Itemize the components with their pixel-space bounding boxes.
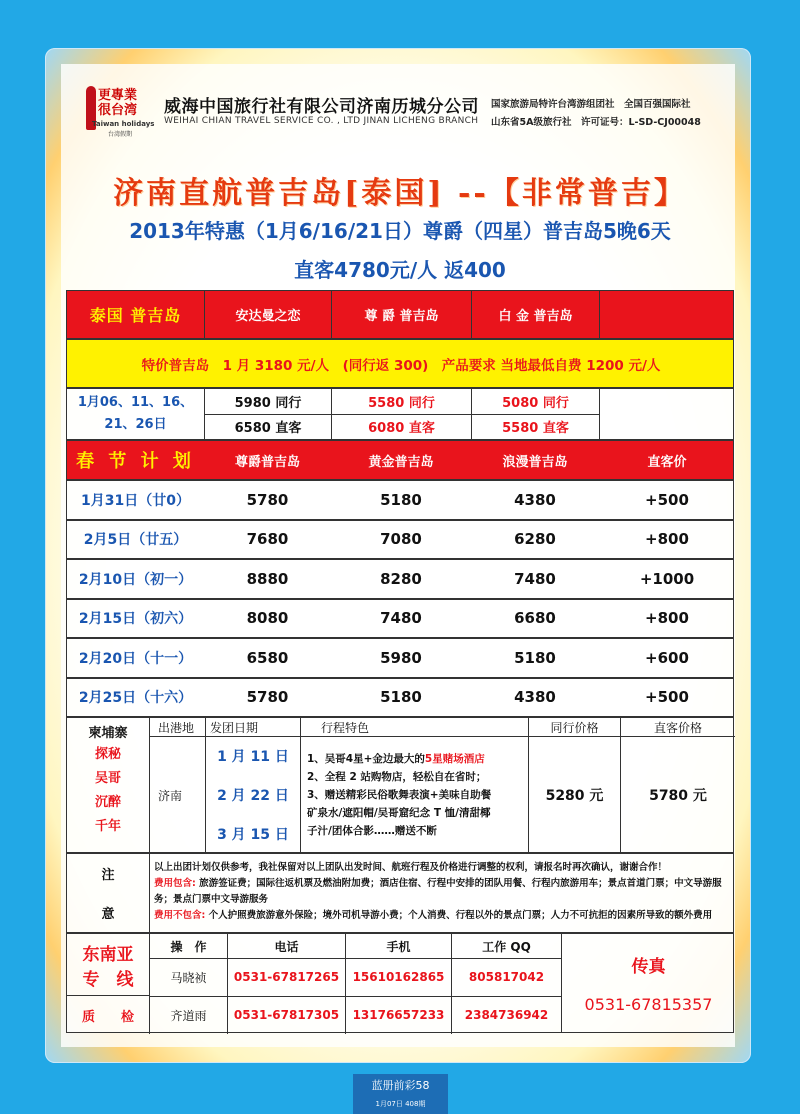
casino-hotel-highlight: 5星赌场酒店 [424, 753, 485, 765]
spring-row-price-1: 5780 [246, 688, 289, 707]
jan-dates-label [67, 389, 204, 439]
spring-row-price-1: 5780 [246, 490, 289, 509]
cambodia-title: 柬埔寨 [88, 726, 128, 741]
company-name-cn: 威海中国旅行社有限公司济南历城分公司 [164, 97, 479, 117]
spring-row-date: 2月15日（初六） [78, 611, 193, 628]
logo-text-4: 台湾假期 [108, 131, 133, 138]
spring-row-price-4: +800 [645, 609, 689, 628]
spring-row-price-3: 7480 [514, 569, 556, 588]
spring-row-price-2: 8280 [380, 569, 422, 588]
notice-excl-text: 个人护照费旅游意外保险；境外司机导游小费；个人消费、行程以外的景点门票；人力不可抗拒的因素所导致的额外费用 [205, 910, 713, 921]
spring-row [66, 480, 734, 520]
spring-row-price-3: 6680 [514, 609, 556, 628]
contact-name-1: 马晓祯 [149, 958, 227, 996]
notice-block [66, 853, 734, 933]
spring-row-price-3: 4380 [514, 490, 556, 509]
cambodia-direct-price: 5780 元 [620, 736, 735, 854]
spring-row-price-2: 7080 [380, 530, 422, 549]
qc-label: 质 检 [81, 1009, 134, 1025]
special-offer-text: 特价普吉岛 1 月 3180 元/人 (同行返 300) 产品要求 当地最低自费 1200 元/人 [141, 357, 661, 374]
spring-row-price-1: 8080 [246, 609, 289, 628]
spring-label: 春 节 计 划 [76, 451, 195, 472]
spring-row-price-4: +1000 [639, 569, 695, 588]
jan-peer-1: 5980 同行 [234, 396, 302, 411]
dept-line-2: 专 线 [82, 969, 134, 990]
company-certifications [491, 96, 701, 132]
feature-line-3: 3、赠送精彩民俗歌舞表演+美味自助餐 [307, 789, 492, 801]
notice-line-1: 以上出团计划仅供参考，我社保留对以上团队出发时间、航班行程及价格进行调整的权利，请报名时再次确认，谢谢合作！ [154, 862, 668, 873]
cambodia-peer-price: 5280 元 [528, 736, 620, 854]
spring-row-price-4: +600 [645, 648, 689, 667]
jan-peer-3: 5080 同行 [502, 396, 569, 411]
notice-label [67, 854, 149, 932]
spring-header-row [66, 440, 734, 480]
fax-number: 0531-67815357 [584, 995, 713, 1014]
spring-row-price-4: +500 [645, 490, 689, 509]
company-header [66, 82, 736, 152]
product-andaman: 安达曼之恋 [204, 291, 331, 338]
feature-line-5: 子汁/团体合影……赠送不断 [307, 825, 437, 837]
dept-line-1: 东南亚 [82, 944, 134, 965]
spring-row [66, 520, 734, 560]
feature-line-2: 2、全程 2 站购物店，轻松自在省时； [307, 771, 487, 783]
page-footer [353, 1074, 448, 1114]
notice-label-top: 注 [101, 868, 115, 883]
dept-label [67, 934, 149, 996]
spring-row-date: 2月10日（初一） [78, 571, 193, 588]
jan-dates-line2: 21、26日 [104, 417, 167, 432]
spring-col-1: 尊爵普吉岛 [234, 454, 300, 470]
company-name-en: WEIHAI CHIAN TRAVEL SERVICE CO. , LTD JINAN LICHENG BRANCH [164, 116, 479, 126]
contact-h-op: 操 作 [149, 934, 227, 958]
notice-incl-label: 费用包含: [154, 878, 196, 889]
spring-row-price-2: 7480 [380, 609, 422, 628]
fax-label: 传真 [631, 957, 666, 977]
notice-text [149, 854, 735, 932]
product-zunjue: 尊 爵 普吉岛 [331, 291, 471, 338]
footer-line-2: 1月07日 408期 [375, 1100, 426, 1108]
spring-row [66, 678, 734, 718]
cambodia-date-1: 1 月 11 日 [217, 748, 289, 765]
cambodia-date-2: 2 月 22 日 [217, 787, 289, 804]
jan-divider [204, 414, 599, 415]
cert-line-2: 山东省5A级旅行社 许可证号：L-SD-CJ00048 [491, 117, 701, 128]
feature-line-1: 1、吴哥4星+金边最大的5星赌场酒店 [307, 753, 485, 765]
spring-row-price-2: 5980 [380, 648, 422, 667]
spring-row-price-2: 5180 [380, 688, 422, 707]
contact-qq-1: 805817042 [451, 958, 561, 996]
cambodia-sub-1: 探秘 [94, 747, 121, 762]
cambodia-h-feature: 行程特色 [300, 718, 528, 736]
spring-row-date: 1月31日（廿0） [81, 492, 190, 509]
spring-row-price-3: 5180 [514, 648, 556, 667]
logo-text-3: Taiwan holidays [92, 120, 155, 128]
product-baijin: 白 金 普吉岛 [471, 291, 599, 338]
cambodia-header-row [149, 718, 735, 737]
cambodia-features [300, 736, 528, 854]
contact-phone-1: 0531-67817265 [227, 958, 345, 996]
contact-h-mobile: 手机 [345, 934, 451, 958]
spring-row-price-3: 4380 [514, 688, 556, 707]
jan-col-4 [599, 389, 735, 439]
contacts-block [66, 933, 734, 1033]
notice-label-bottom: 意 [101, 907, 115, 922]
contact-mobile-2: 13176657233 [345, 996, 451, 1034]
price-title: 直客4780元/人 返400 [294, 258, 506, 282]
spring-col-4: 直客价 [647, 454, 687, 470]
spring-row-price-4: +500 [645, 688, 689, 707]
cambodia-dates [205, 736, 300, 854]
cambodia-label [67, 718, 149, 852]
contact-row-2 [149, 996, 561, 1034]
contacts-table [149, 934, 561, 1034]
spring-row-date: 2月5日（廿五） [83, 532, 188, 549]
spring-row-price-3: 6280 [514, 530, 556, 549]
jan-dates-line1: 1月06、11、16、 [77, 395, 194, 410]
cambodia-h-direct: 直客价格 [620, 718, 735, 736]
jan-direct-1: 6580 直客 [234, 421, 302, 436]
footer-line-1: 蓝册前彩58 [371, 1079, 430, 1092]
spring-col-3: 浪漫普吉岛 [502, 454, 568, 470]
spring-row-price-1: 8880 [246, 569, 289, 588]
spring-col-2: 黄金普吉岛 [368, 454, 434, 470]
fax-block [561, 934, 735, 1032]
contact-row-1 [149, 958, 561, 997]
sub-title: 2013年特惠（1月6/16/21日）尊爵（四星）普吉岛5晚6天 [129, 219, 671, 243]
contact-qq-2: 2384736942 [451, 996, 561, 1034]
contact-h-qq: 工作 QQ [451, 934, 561, 958]
thailand-label: 泰国 普吉岛 [89, 306, 182, 325]
thailand-header-row [66, 290, 734, 339]
cambodia-h-date: 发团日期 [205, 718, 300, 736]
spring-row-price-1: 7680 [246, 530, 289, 549]
notice-excl-label: 费用不包含: [154, 910, 206, 921]
contacts-header-row [149, 934, 561, 959]
cambodia-block [66, 717, 734, 853]
jan-direct-2: 6080 直客 [368, 421, 435, 436]
spring-row [66, 559, 734, 599]
spring-row-price-2: 5180 [380, 490, 422, 509]
spring-row [66, 638, 734, 678]
contact-mobile-1: 15610162865 [345, 958, 451, 996]
jan-peer-2: 5580 同行 [368, 396, 435, 411]
cambodia-sub-2: 吴哥 [94, 771, 121, 786]
spring-row [66, 599, 734, 639]
jan-direct-3: 5580 直客 [502, 421, 569, 436]
spring-row-date: 2月25日（十六） [78, 690, 193, 707]
company-logo [78, 82, 168, 150]
spring-row-price-4: +800 [645, 530, 689, 549]
cambodia-sub-4: 千年 [94, 819, 121, 834]
spring-row-date: 2月20日（十一） [78, 650, 193, 667]
cambodia-h-origin: 出港地 [149, 718, 205, 736]
notice-incl-text: 旅游签证费；国际往返机票及燃油附加费；酒店住宿、行程中安排的团队用餐、行程内旅游用车；景点首道门票；中文导游服务；景点门票中文导游服务 [154, 878, 722, 905]
cambodia-h-peer: 同行价格 [528, 718, 620, 736]
feature-line-4: 矿泉水/遮阳帽/吴哥窟纪念 T 恤/清甜椰 [307, 807, 491, 819]
main-title: 济南直航普吉岛[泰国] --【非常普吉】 [113, 176, 687, 211]
contact-h-phone: 电话 [227, 934, 345, 958]
cambodia-date-3: 3 月 15 日 [217, 827, 289, 844]
logo-text-1: 更專業 [98, 88, 138, 103]
cert-line-1: 国家旅游局特许台湾游组团社 全国百强国际社 [491, 99, 691, 110]
special-offer-row [66, 339, 734, 388]
spring-row-price-1: 6580 [246, 648, 289, 667]
product-empty [599, 291, 735, 338]
cambodia-origin: 济南 [149, 736, 205, 854]
cambodia-body [149, 736, 735, 854]
logo-text-2: 很台湾 [98, 103, 138, 118]
contact-name-2: 齐道雨 [149, 996, 227, 1034]
jan-dates-row [66, 388, 734, 440]
contact-phone-2: 0531-67817305 [227, 996, 345, 1034]
cambodia-sub-3: 沉醉 [94, 795, 121, 810]
